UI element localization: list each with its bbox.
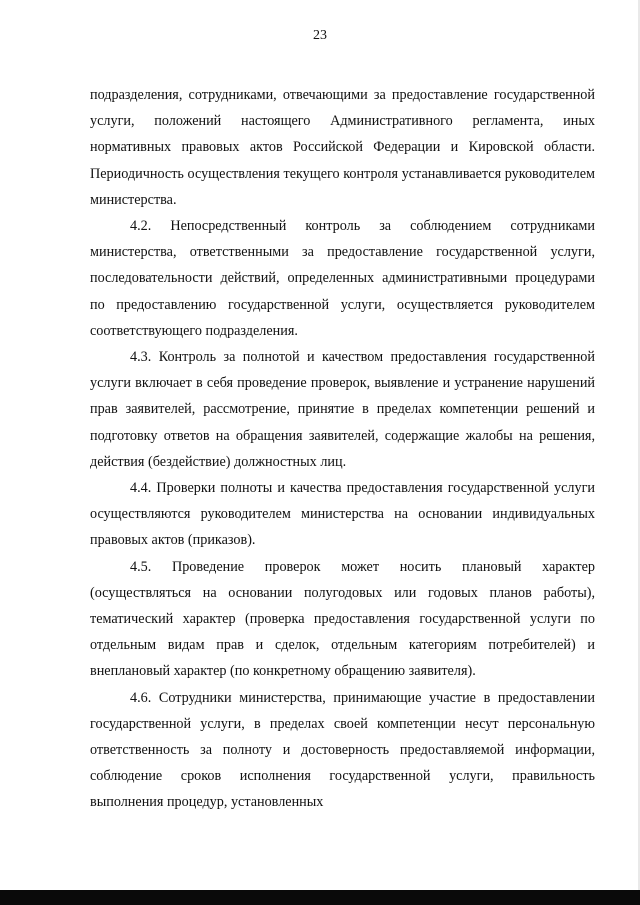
scan-bottom-border — [0, 890, 640, 905]
paragraph-4-4: 4.4. Проверки полноты и качества предоставления государственной услуги осуществляются руководителем министерства на основании индивидуальных правовых актов (приказов). — [90, 480, 595, 549]
paragraph-4-5: 4.5. Проведение проверок может носить плановый характер (осуществляться на основании полугодовых или годовых планов работы), тематический характер (проверка предоставления государственной услуги по отдельным видам прав и сделок, отдельным категориям потребителей) и внеплановый характер (по конкретному обращению заявителя). — [90, 558, 595, 680]
page-number: 23 — [313, 28, 327, 43]
paragraph-4-3: 4.3. Контроль за полнотой и качеством предоставления государственной услуги включает в себя проведение проверок, выявление и устранение нарушений прав заявителей, рассмотрение, принятие в пределах компетенции решений и подготовку ответов на обращения заявителей, содержащие жалобы на решения, действия (бездействие) должностных лиц. — [90, 349, 595, 470]
paragraph-continuation: подразделения, сотрудниками, отвечающими за предоставление государственной услуги, положений настоящего Административного регламента, иных нормативных правовых актов Российской Федерации и Кировской области. Периодичность осуществления текущего контроля устанавливается руководителем министерства. — [90, 87, 595, 208]
paragraph-4-6: 4.6. Сотрудники министерства, принимающие участие в предоставлении государственной услуги, в пределах своей компетенции несут персональную ответственность за полноту и достоверность предоставляемой информации, соблюдение сроков исполнения государственной услуги, правильность выполнения процедур, установленных — [90, 689, 595, 811]
document-body — [90, 82, 595, 816]
paragraph-4-2: 4.2. Непосредственный контроль за соблюдением сотрудниками министерства, ответственными за предоставление государственной услуги, последовательности действий, определенных административными процедурами по предоставлению государственной услуги, осуществляется руководителем соответствующего подразделения. — [90, 218, 595, 339]
